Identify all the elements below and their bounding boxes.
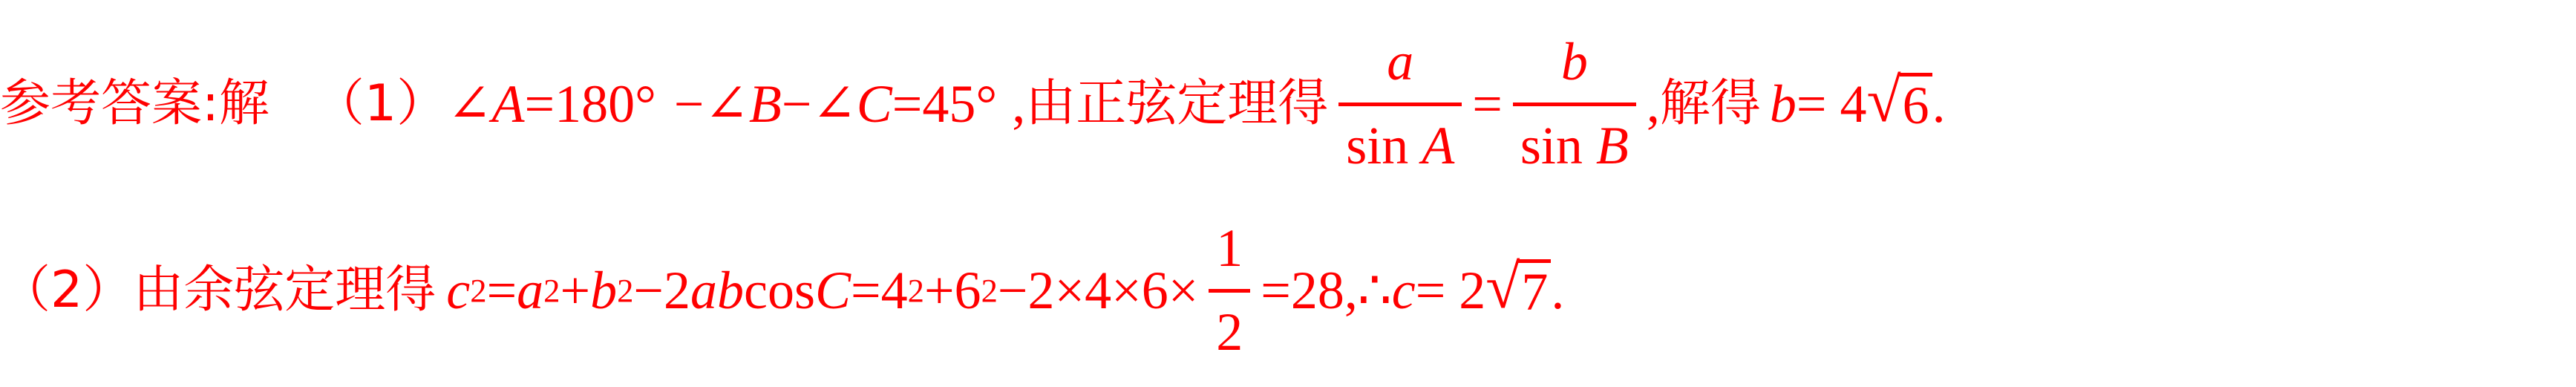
fraction-denominator: 2 (1216, 302, 1243, 362)
period: . (1551, 261, 1565, 320)
fraction-bar (1513, 103, 1636, 106)
angle-c-symbol: ∠ (811, 74, 857, 134)
result-coefficient: = 4 (1796, 74, 1867, 134)
minus-sign: − (673, 74, 705, 134)
equals-sign: = (486, 261, 517, 320)
fraction-numerator: a (1387, 32, 1414, 92)
angle-a-result: =45° (892, 74, 998, 134)
radical-sign: √ (1485, 253, 1520, 322)
var-c: C (856, 74, 892, 134)
var-c: c (1391, 261, 1416, 320)
var-a: A (491, 74, 525, 134)
answer-label: 参考答案:解 (0, 74, 269, 133)
answer-line-1 (0, 15, 1946, 193)
fraction-denominator (1513, 117, 1636, 175)
fraction-b-over-sin-b (1513, 33, 1636, 175)
fraction-numerator: b (1560, 32, 1588, 92)
minus-two: −2 (633, 261, 691, 320)
sin-function: sin (1520, 115, 1596, 175)
var-b: B (1595, 115, 1629, 175)
var-b: b (590, 261, 618, 320)
fraction-numerator: 1 (1216, 218, 1243, 279)
plus-sign: + (560, 261, 591, 320)
var-ab: ab (690, 261, 745, 320)
radicand: 7 (1518, 259, 1551, 322)
part-1-marker: （1） (313, 74, 448, 133)
square-root (1866, 66, 1932, 135)
answer-line-2: （2） 由余弦定理得 c 2 = a 2 + b 2 −2 ab cos C =4 2 +6 2 −2×4×6× 1 2 =28, ∴ c = 2 √ 7 . (0, 218, 1565, 362)
angle-b-symbol: ∠ (704, 74, 749, 134)
cos-function: cos (744, 261, 815, 320)
comma: , (1012, 74, 1026, 134)
part-2-marker: （2） (0, 261, 134, 319)
fraction-one-half (1209, 219, 1250, 361)
sin-function: sin (1346, 115, 1422, 175)
law-of-cosines-text: 由余弦定理得 (133, 261, 437, 319)
equals-four: =4 (851, 261, 908, 320)
radical-sign: √ (1866, 66, 1901, 135)
fraction-bar (1209, 289, 1250, 293)
angle-a-symbol: ∠ (447, 74, 492, 134)
var-c-angle: C (815, 261, 851, 320)
square-root (1485, 253, 1551, 322)
var-a: A (1422, 115, 1455, 175)
law-of-sines-text: 由正弦定理得 (1025, 74, 1329, 133)
var-c: c (446, 261, 471, 320)
plus-six: +6 (923, 261, 981, 320)
minus-sign: − (781, 74, 812, 134)
result-28: =28, (1261, 261, 1358, 320)
var-a: a (517, 261, 544, 320)
var-b: b (1769, 74, 1797, 134)
fraction-denominator (1338, 117, 1462, 175)
fraction-bar (1338, 103, 1462, 106)
fraction-a-over-sin-a (1338, 33, 1462, 175)
radicand: 6 (1900, 73, 1932, 135)
angle-a-value: =180° (524, 74, 656, 134)
period: . (1932, 74, 1946, 134)
comma: , (1646, 74, 1660, 134)
product-terms: −2×4×6× (997, 261, 1199, 320)
var-b: B (748, 74, 782, 134)
equals-sign: = (1472, 74, 1503, 134)
result-coefficient: = 2 (1415, 261, 1486, 320)
solve-text: 解得 (1659, 74, 1761, 133)
therefore-symbol: ∴ (1357, 261, 1392, 320)
